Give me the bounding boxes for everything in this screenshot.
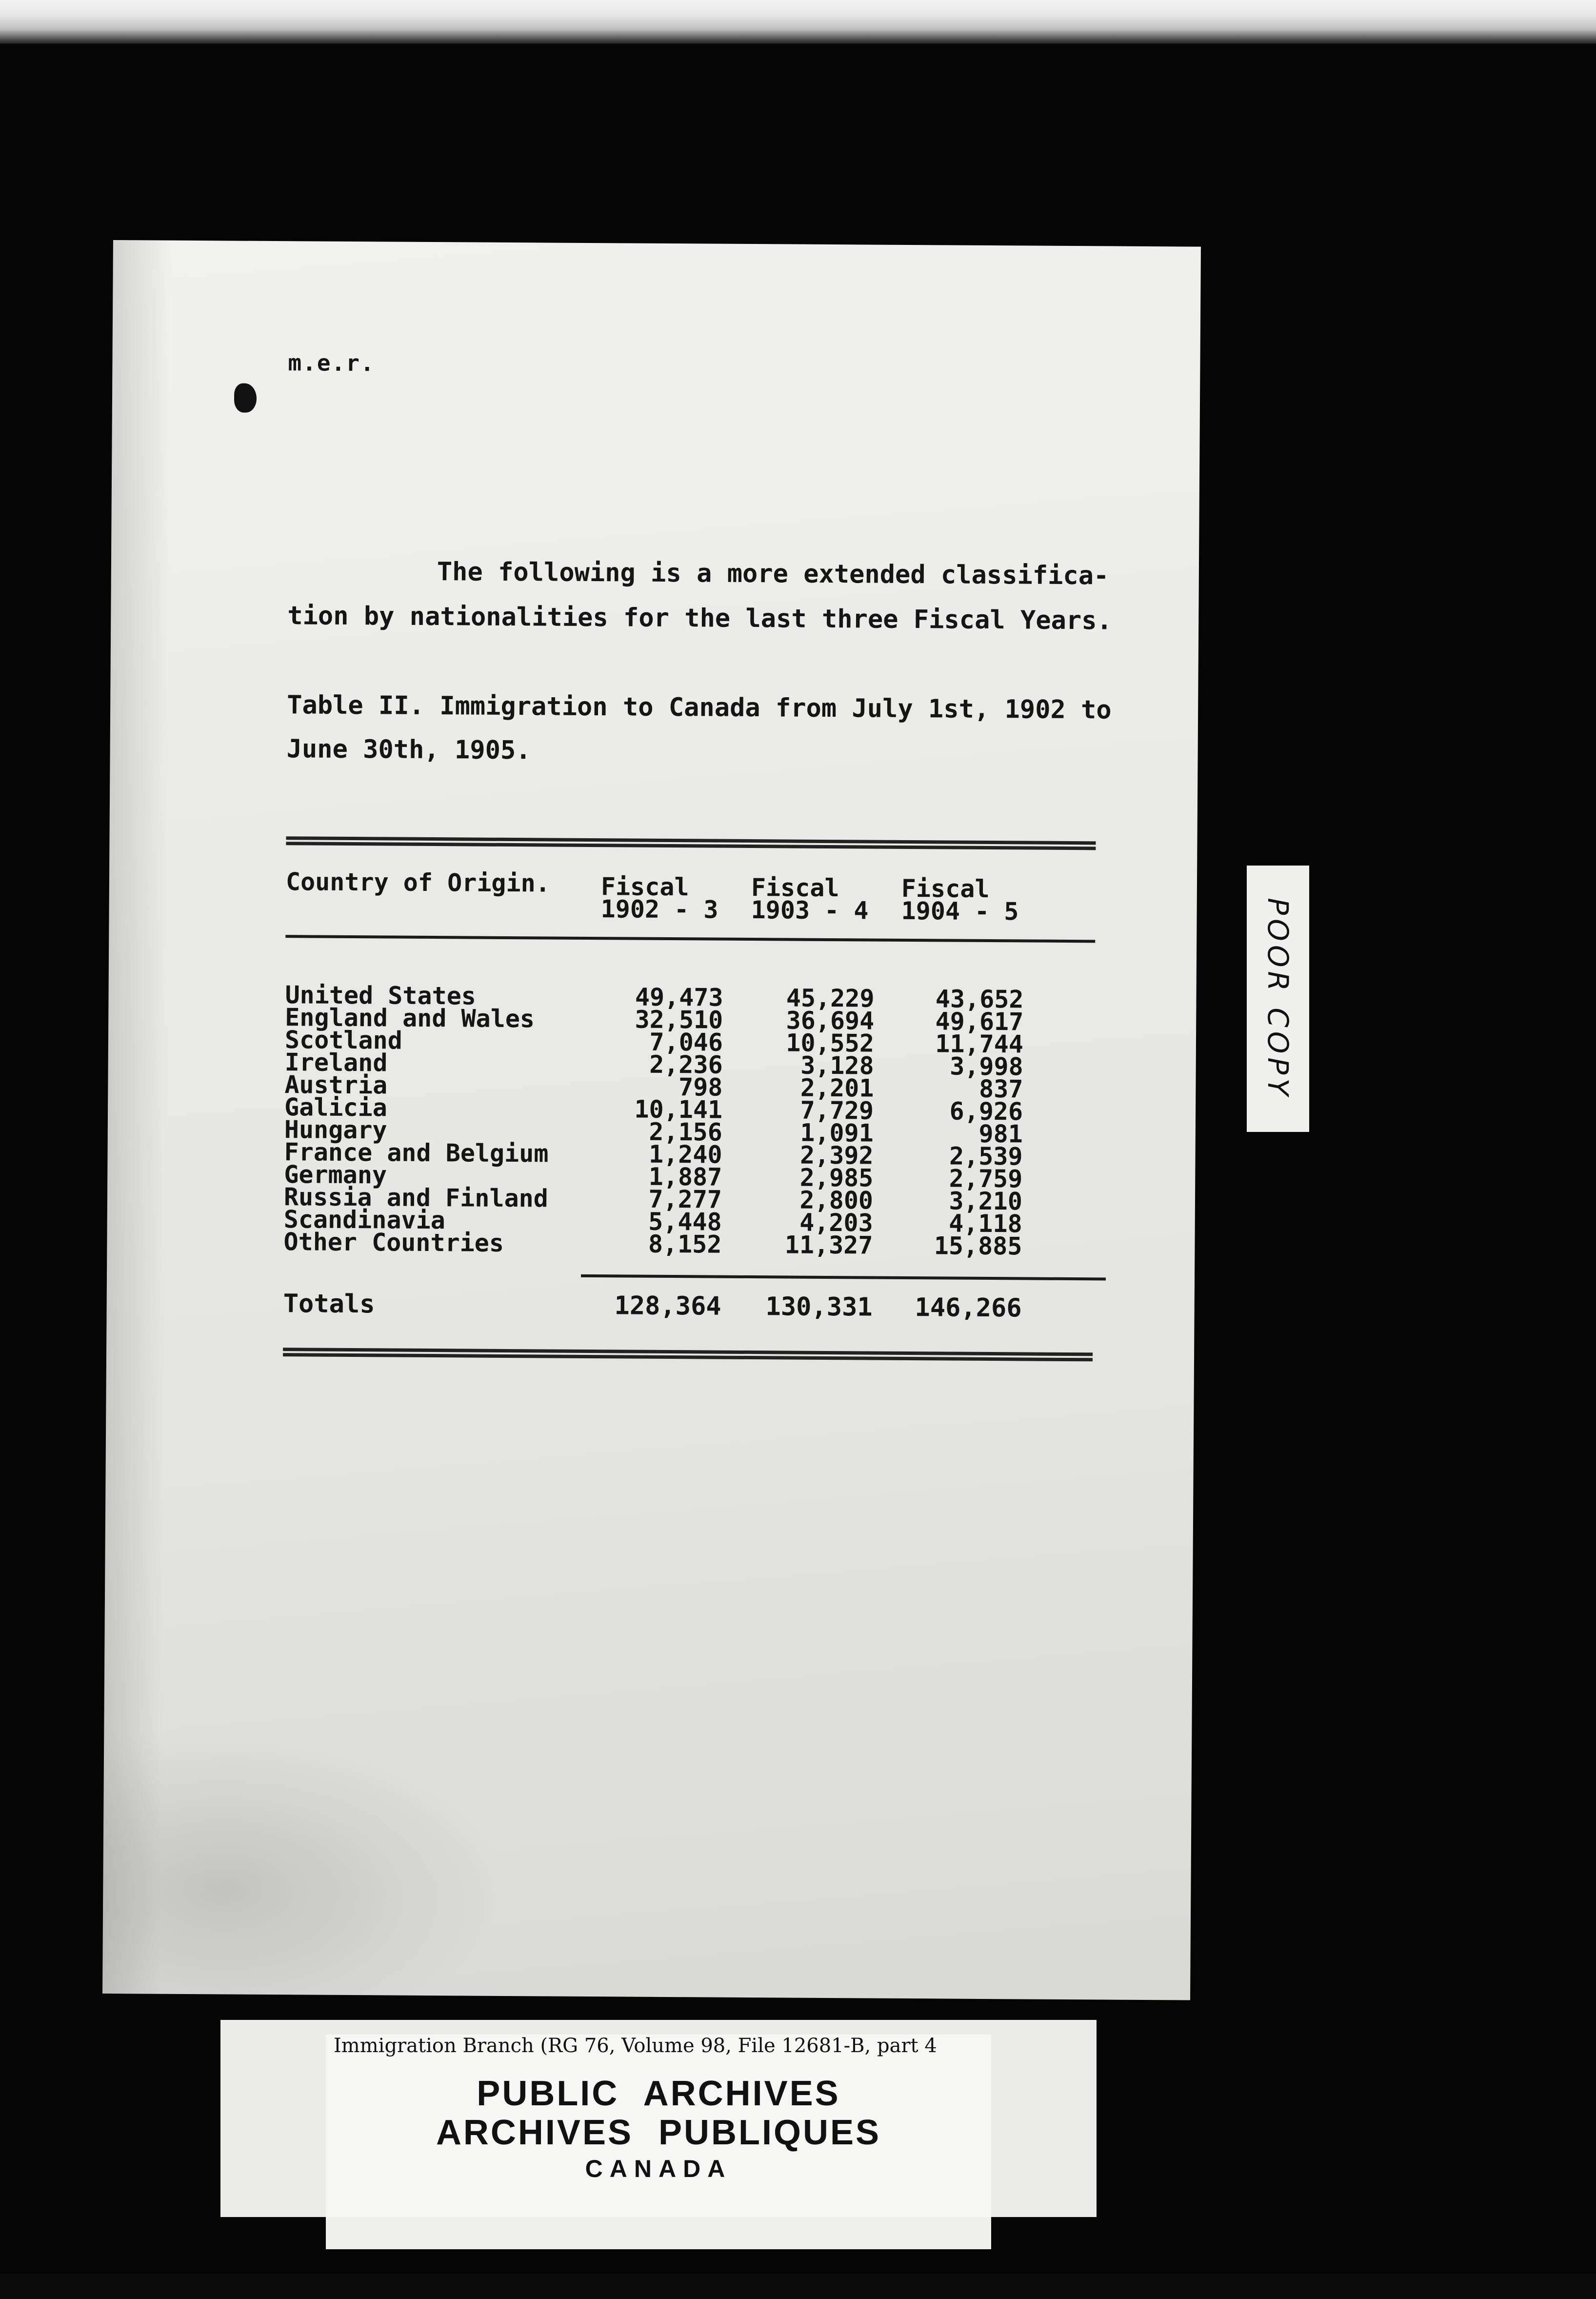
- intro-paragraph: [287, 548, 1117, 643]
- archive-line-2: ARCHIVES PUBLIQUES: [436, 2113, 881, 2152]
- row-country-scandinavia: Scandinavia: [283, 1205, 446, 1235]
- row-country-galicia: Galicia: [284, 1093, 388, 1122]
- row-country-russia-finland: Russia and Finland: [283, 1183, 549, 1213]
- archive-card: [220, 2020, 1097, 2217]
- table-bottom-rule: [283, 1348, 1093, 1361]
- row-value-1903: 4,203: [799, 1208, 873, 1237]
- row-value-1904: 2,539: [949, 1142, 1023, 1171]
- poor-copy-label: [1247, 866, 1309, 1132]
- header-fiscal-1902-line1: Fiscal: [600, 872, 689, 902]
- row-value-1902: 2,156: [649, 1117, 723, 1147]
- archive-line-1: PUBLIC ARCHIVES: [477, 2074, 840, 2113]
- row-value-1902: 1,240: [648, 1140, 722, 1169]
- row-value-1902: 798: [678, 1073, 723, 1102]
- row-value-1902: 7,046: [649, 1028, 723, 1057]
- row-value-1902: 5,448: [648, 1207, 722, 1236]
- totals-rule: [581, 1274, 1106, 1281]
- header-fiscal-1903-line1: Fiscal: [751, 873, 839, 903]
- page-smudge: [102, 1728, 504, 1996]
- row-value-1904: 4,118: [949, 1209, 1022, 1238]
- row-value-1903: 7,729: [800, 1096, 874, 1125]
- row-country-austria: Austria: [284, 1070, 388, 1100]
- row-value-1903: 2,985: [799, 1163, 874, 1192]
- row-value-1902: 2,236: [649, 1050, 723, 1079]
- typist-initials: m.e.r.: [288, 349, 375, 377]
- film-edge-top: [0, 0, 1596, 44]
- film-edge-bottom: [0, 2274, 1596, 2299]
- row-value-1903: 1,091: [800, 1118, 874, 1148]
- archive-line-3: CANADA: [585, 2155, 732, 2182]
- row-value-1904: 11,744: [935, 1029, 1024, 1059]
- caption-line-1: Table II. Immigration to Canada from July 1st, 1902 to: [287, 690, 1112, 725]
- row-value-1904: 2,759: [949, 1164, 1023, 1193]
- header-fiscal-1903-line2: 1903 - 4: [751, 896, 869, 925]
- row-value-1903: 11,327: [784, 1230, 873, 1260]
- row-value-1904: 3,210: [949, 1187, 1023, 1216]
- row-value-1904: 981: [978, 1119, 1023, 1149]
- row-value-1903: 3,128: [800, 1051, 874, 1080]
- header-fiscal-1902-line2: 1902 - 3: [600, 895, 718, 924]
- row-value-1903: 2,201: [800, 1073, 874, 1103]
- row-country-ireland: Ireland: [284, 1048, 388, 1077]
- totals-label: Totals: [283, 1289, 375, 1319]
- header-fiscal-1903: [751, 873, 869, 925]
- header-fiscal-1904: [901, 874, 1019, 926]
- row-country-united-states: United States: [285, 981, 477, 1010]
- total-1902: 128,364: [614, 1291, 721, 1321]
- intro-line-1: The following is a more extended classifica-: [437, 557, 1109, 591]
- row-value-1903: 2,800: [799, 1186, 874, 1215]
- row-country-hungary: Hungary: [284, 1115, 387, 1145]
- row-country-france-belgium: France and Belgium: [284, 1138, 549, 1168]
- row-value-1904: 6,926: [949, 1097, 1023, 1126]
- row-country-other: Other Countries: [283, 1228, 504, 1257]
- row-value-1904: 15,885: [934, 1231, 1022, 1261]
- poor-copy-text: POOR COPY: [1261, 898, 1295, 1100]
- document-page: [102, 240, 1201, 2000]
- row-value-1902: 32,510: [635, 1005, 723, 1034]
- row-value-1903: 2,392: [799, 1141, 874, 1170]
- header-rule: [285, 935, 1095, 943]
- row-value-1902: 49,473: [635, 983, 723, 1012]
- row-country-germany: Germany: [284, 1160, 387, 1190]
- ink-blot: [234, 383, 257, 413]
- row-value-1902: 7,277: [648, 1185, 722, 1214]
- row-value-1902: 10,141: [634, 1095, 723, 1124]
- row-value-1904: 3,998: [949, 1052, 1023, 1081]
- row-country-scotland: Scotland: [284, 1026, 402, 1055]
- table-caption: [286, 683, 1116, 776]
- row-value-1903: 10,552: [786, 1028, 875, 1058]
- caption-line-2: June 30th, 1905.: [286, 734, 531, 766]
- row-value-1903: 45,229: [786, 984, 875, 1013]
- row-value-1903: 36,694: [786, 1006, 875, 1035]
- row-value-1902: 8,152: [648, 1230, 722, 1259]
- total-1904: 146,266: [915, 1293, 1022, 1323]
- row-value-1904: 837: [978, 1074, 1023, 1104]
- total-1903: 130,331: [765, 1292, 873, 1322]
- header-country: Country of Origin.: [285, 867, 550, 898]
- intro-line-2: tion by nationalities for the last three Fiscal Years.: [287, 601, 1113, 636]
- row-value-1902: 1,887: [648, 1162, 722, 1191]
- row-value-1904: 43,652: [935, 985, 1024, 1014]
- table-top-rule: [286, 836, 1096, 850]
- row-value-1904: 49,617: [935, 1007, 1024, 1036]
- header-fiscal-1904-line2: 1904 - 5: [901, 896, 1019, 926]
- archive-reference: Immigration Branch (RG 76, Volume 98, File 12681-B, part 4: [334, 2035, 937, 2057]
- header-fiscal-1902: [600, 872, 718, 924]
- header-fiscal-1904-line1: Fiscal: [901, 874, 990, 903]
- row-country-england-wales: England and Wales: [285, 1003, 535, 1033]
- archive-card-tab: [326, 2217, 991, 2249]
